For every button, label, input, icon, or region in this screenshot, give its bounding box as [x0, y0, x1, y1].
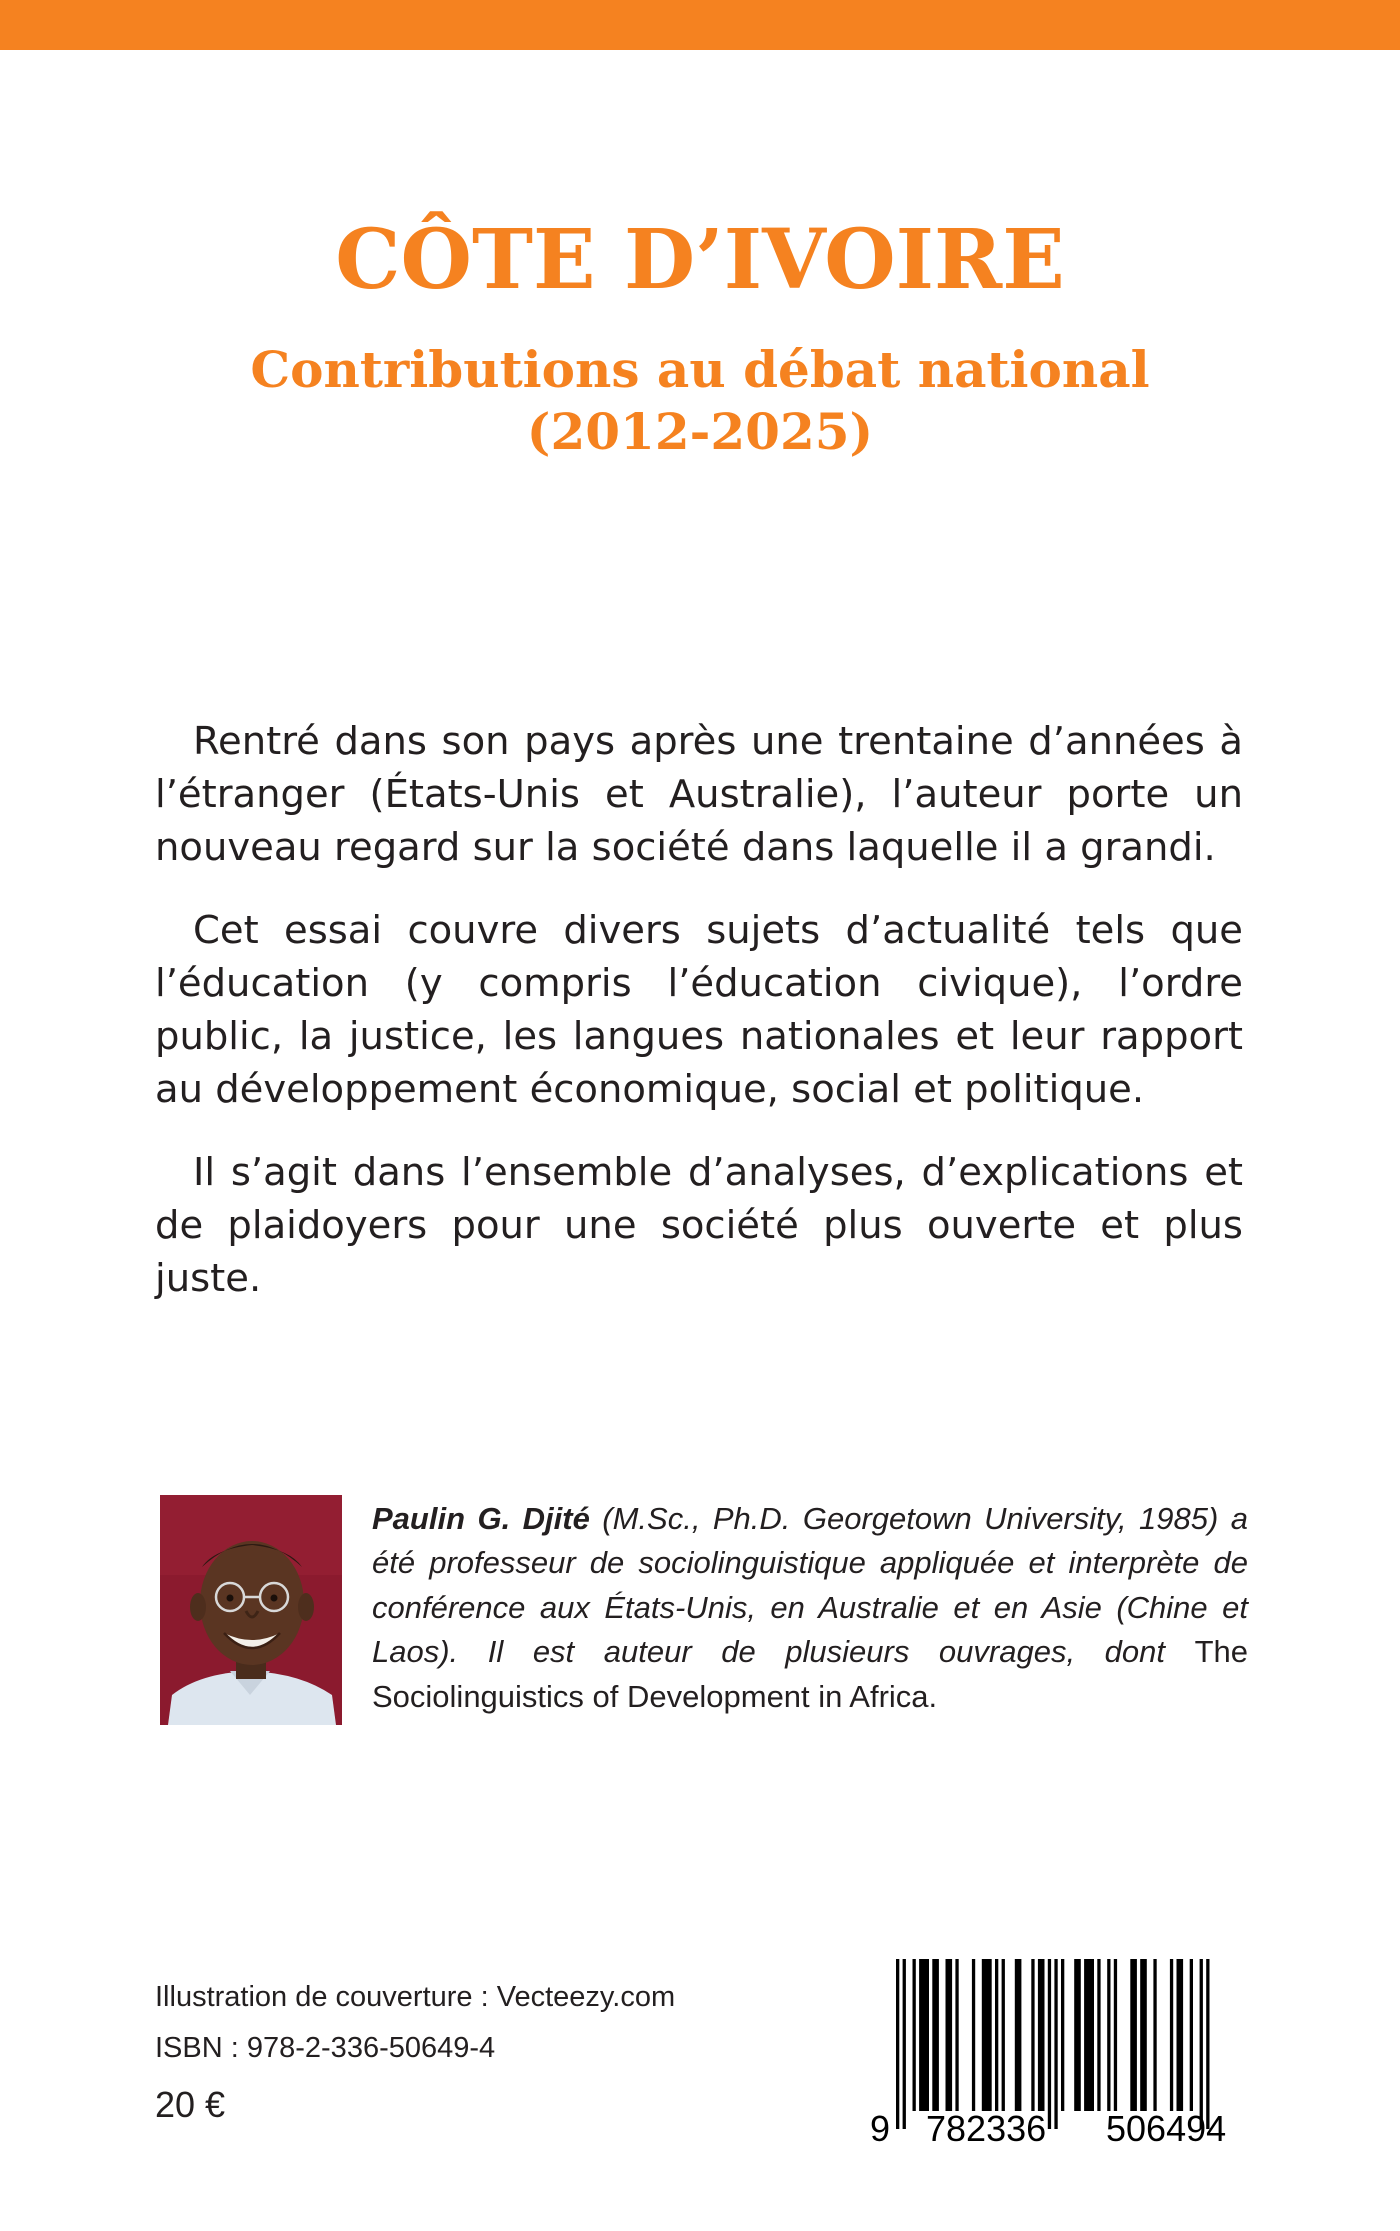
barcode-bar [1054, 1959, 1057, 2129]
book-years: (2012-2025) [526, 402, 874, 461]
barcode-bar [1140, 1959, 1147, 2111]
barcode-bar [1038, 1959, 1045, 2111]
barcode-bar [946, 1959, 953, 2111]
book-title: CÔTE D’IVOIRE [335, 212, 1065, 308]
author-bio-text: (M.Sc., Ph.D. Georgetown University, 1985) a été professeur de sociolinguistique appliquée et interprète de conférence aux États-Unis, en Australie et en Asie (Chine et Laos). Il est auteur de plusieurs ouvrages, dont [372, 1501, 1248, 1670]
barcode-bar [1048, 1959, 1051, 2129]
barcode-bar [1114, 1959, 1117, 2111]
barcode-bar [913, 1959, 916, 2111]
publication-credits [155, 1972, 715, 2136]
barcode-bar [1002, 1959, 1005, 2111]
barcode-bar [1177, 1959, 1184, 2111]
illustration-credit: Illustration de couverture : Vecteezy.com [155, 1981, 676, 2013]
barcode-bar [1015, 1959, 1022, 2111]
barcode-prefix-digit: 9 [870, 2108, 891, 2145]
price: 20 € [155, 2084, 226, 2125]
top-color-band [0, 0, 1400, 50]
barcode-bar [896, 1959, 899, 2129]
isbn: ISBN : 978-2-336-50649-4 [155, 2032, 496, 2064]
author-name: Paulin G. Djité [372, 1501, 590, 1536]
author-bio [372, 1497, 1248, 1719]
barcode-bar [1061, 1959, 1064, 2111]
barcode-bar [919, 1959, 929, 2111]
blurb-paragraph-2: Cet essai couvre divers sujets d’actualité tels que l’éducation (y compris l’éducation civique), l’ordre public, la justice, les langues nationales et leur rapport au développement économique, social et politique. [155, 908, 1243, 1112]
barcode-right-digits: 506494 [1106, 2108, 1227, 2145]
barcode-bar [1031, 1959, 1034, 2111]
blurb-paragraph-3: Il s’agit dans l’ensemble d’analyses, d’explications et de plaidoyers pour une société plus ouverte et plus juste. [155, 1150, 1243, 1301]
barcode-bar [1200, 1959, 1203, 2129]
author-book-title: The Sociolinguistics of Development in Africa [372, 1634, 1248, 1714]
barcode-bar [903, 1959, 906, 2129]
barcode-bar [1190, 1959, 1193, 2111]
isbn-barcode [868, 1955, 1253, 2145]
book-subtitle: Contributions au débat national [250, 340, 1150, 399]
barcode-left-digits: 782336 [926, 2108, 1047, 2145]
barcode-bar [1107, 1959, 1110, 2111]
author-book-suffix: . [928, 1678, 938, 1714]
blurb-paragraph-1: Rentré dans son pays après une trentaine d’années à l’étranger (États-Unis et Australie), l’auteur porte un nouveau regard sur la société dans laquelle il a grandi. [155, 719, 1243, 870]
barcode-bar [982, 1959, 992, 2111]
barcode-bar [1097, 1959, 1100, 2111]
barcode-bar [1206, 1959, 1209, 2129]
author-photo [160, 1495, 342, 1725]
barcode-bar [932, 1959, 939, 2111]
barcode-bar [955, 1959, 958, 2111]
barcode-bar [1084, 1959, 1094, 2111]
barcode-bar [1130, 1959, 1137, 2111]
barcode-bar [1153, 1959, 1156, 2111]
back-cover-blurb [155, 715, 1243, 1335]
barcode-bar [995, 1959, 998, 2111]
barcode-bar [1074, 1959, 1081, 2111]
barcode-bar [972, 1959, 975, 2111]
barcode-bar [1170, 1959, 1173, 2111]
